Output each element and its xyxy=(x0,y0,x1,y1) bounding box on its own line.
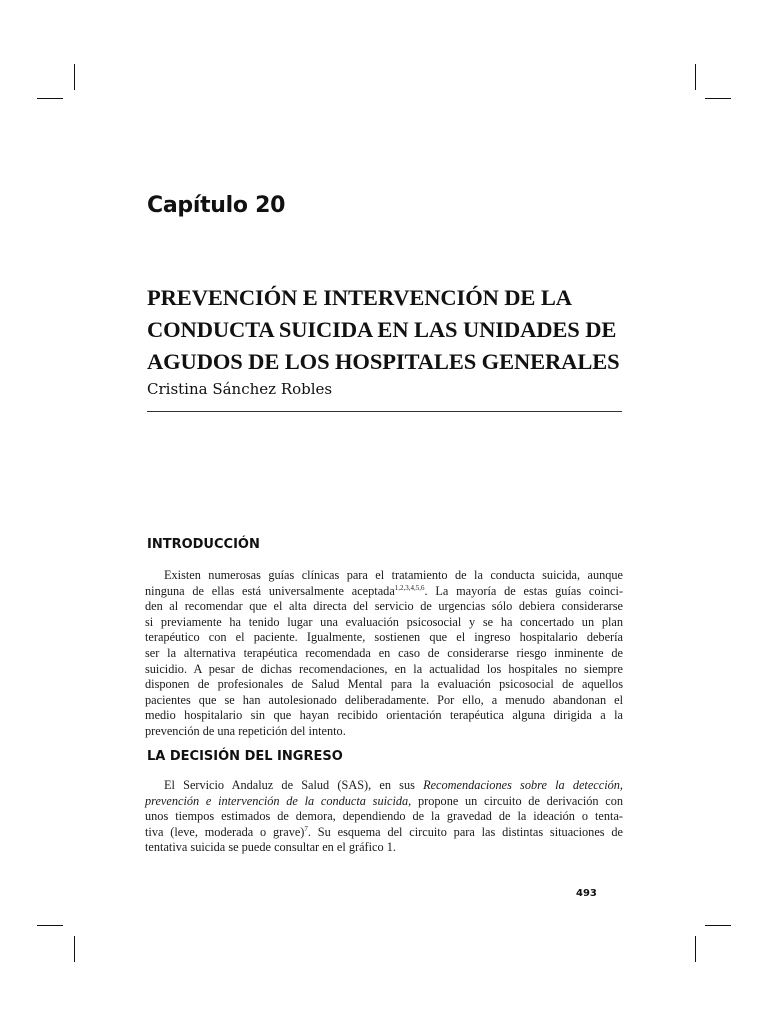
italic-citation: Recomendaciones sobre la detección, xyxy=(423,778,624,792)
section-heading-introduccion: INTRODUCCIÓN xyxy=(147,537,260,552)
author-name: Cristina Sánchez Robles xyxy=(147,380,333,398)
crop-mark-top-left-horizontal xyxy=(37,98,63,99)
title-divider xyxy=(147,411,622,412)
crop-mark-bottom-right-vertical xyxy=(695,936,696,962)
paragraph-line: pacientes que se han autolesionado deliberadamente. Por ello, a menudo abandonan el xyxy=(145,692,623,707)
chapter-title xyxy=(147,282,637,378)
chapter-label: Capítulo 20 xyxy=(147,193,286,218)
italic-citation: prevención e intervención de la conducta suicida, xyxy=(145,793,412,808)
paragraph-line: den al recomendar que el alta directa del servicio de urgencias sólo debiera considerarse xyxy=(145,599,623,614)
paragraph-text: propone un circuito de derivación con xyxy=(418,793,624,808)
paragraph-line xyxy=(145,794,623,810)
paragraph-line xyxy=(145,778,623,794)
paragraph-text: . Su esquema del circuito para las distintas situaciones de xyxy=(307,824,624,839)
chapter-title-line: CONDUCTA SUICIDA EN LAS UNIDADES DE xyxy=(147,317,617,342)
crop-mark-top-right-vertical xyxy=(695,64,696,90)
paragraph-text: ninguna de ellas está universalmente aceptada xyxy=(145,583,395,598)
paragraph-decision-ingreso xyxy=(145,778,623,856)
crop-mark-bottom-right-horizontal xyxy=(705,925,731,926)
paragraph-line xyxy=(145,584,623,600)
section-heading-decision-ingreso: LA DECISIÓN DEL INGRESO xyxy=(147,749,343,764)
page-number: 493 xyxy=(576,888,597,899)
paragraph-line: Existen numerosas guías clínicas para el tratamiento de la conducta suicida, aunque xyxy=(164,568,623,582)
paragraph-line: disponen de profesionales de Salud Mental para la evaluación psicosocial de aquellos xyxy=(145,677,623,692)
reference-superscript: 7 xyxy=(304,824,308,833)
paragraph-text: El Servicio Andaluz de Salud (SAS), en sus xyxy=(164,778,415,792)
paragraph-line: medio hospitalario sin que hayan recibido orientación terapéutica alguna dirigida a la xyxy=(145,708,623,723)
paragraph-line xyxy=(145,825,623,841)
crop-mark-bottom-left-vertical xyxy=(74,936,75,962)
paragraph-line: ser la alternativa terapéutica recomendada en caso de considerarse riesgo inminente de xyxy=(145,645,623,660)
paragraph-line: si previamente ha tenido lugar una evaluación psicosocial y se ha concertado un plan xyxy=(145,614,623,629)
reference-superscript: 1,2,3,4,5,6 xyxy=(394,583,425,592)
crop-mark-top-right-horizontal xyxy=(705,98,731,99)
paragraph-line: suicidio. A pesar de dichas recomendaciones, en la actualidad los hospitales no siempre xyxy=(145,661,623,676)
paragraph-line: unos tiempos estimados de demora, dependiendo de la gravedad de la ideación o tenta- xyxy=(145,809,623,824)
chapter-title-line: PREVENCIÓN E INTERVENCIÓN DE LA xyxy=(147,285,572,310)
paragraph-introduccion xyxy=(145,568,623,740)
paragraph-line: terapéutico con el paciente. Igualmente, sostienen que el ingreso hospitalario debería xyxy=(145,630,623,645)
paragraph-line: prevención de una repetición del intento. xyxy=(145,723,346,738)
paragraph-line: tentativa suicida se puede consultar en el gráfico 1. xyxy=(145,840,396,855)
crop-mark-top-left-vertical xyxy=(74,64,75,90)
paragraph-text: . La mayoría de estas guías coinci- xyxy=(424,583,623,598)
paragraph-text: tiva (leve, moderada o grave) xyxy=(145,824,305,839)
chapter-title-line: AGUDOS DE LOS HOSPITALES GENERALES xyxy=(147,349,620,374)
crop-mark-bottom-left-horizontal xyxy=(37,925,63,926)
